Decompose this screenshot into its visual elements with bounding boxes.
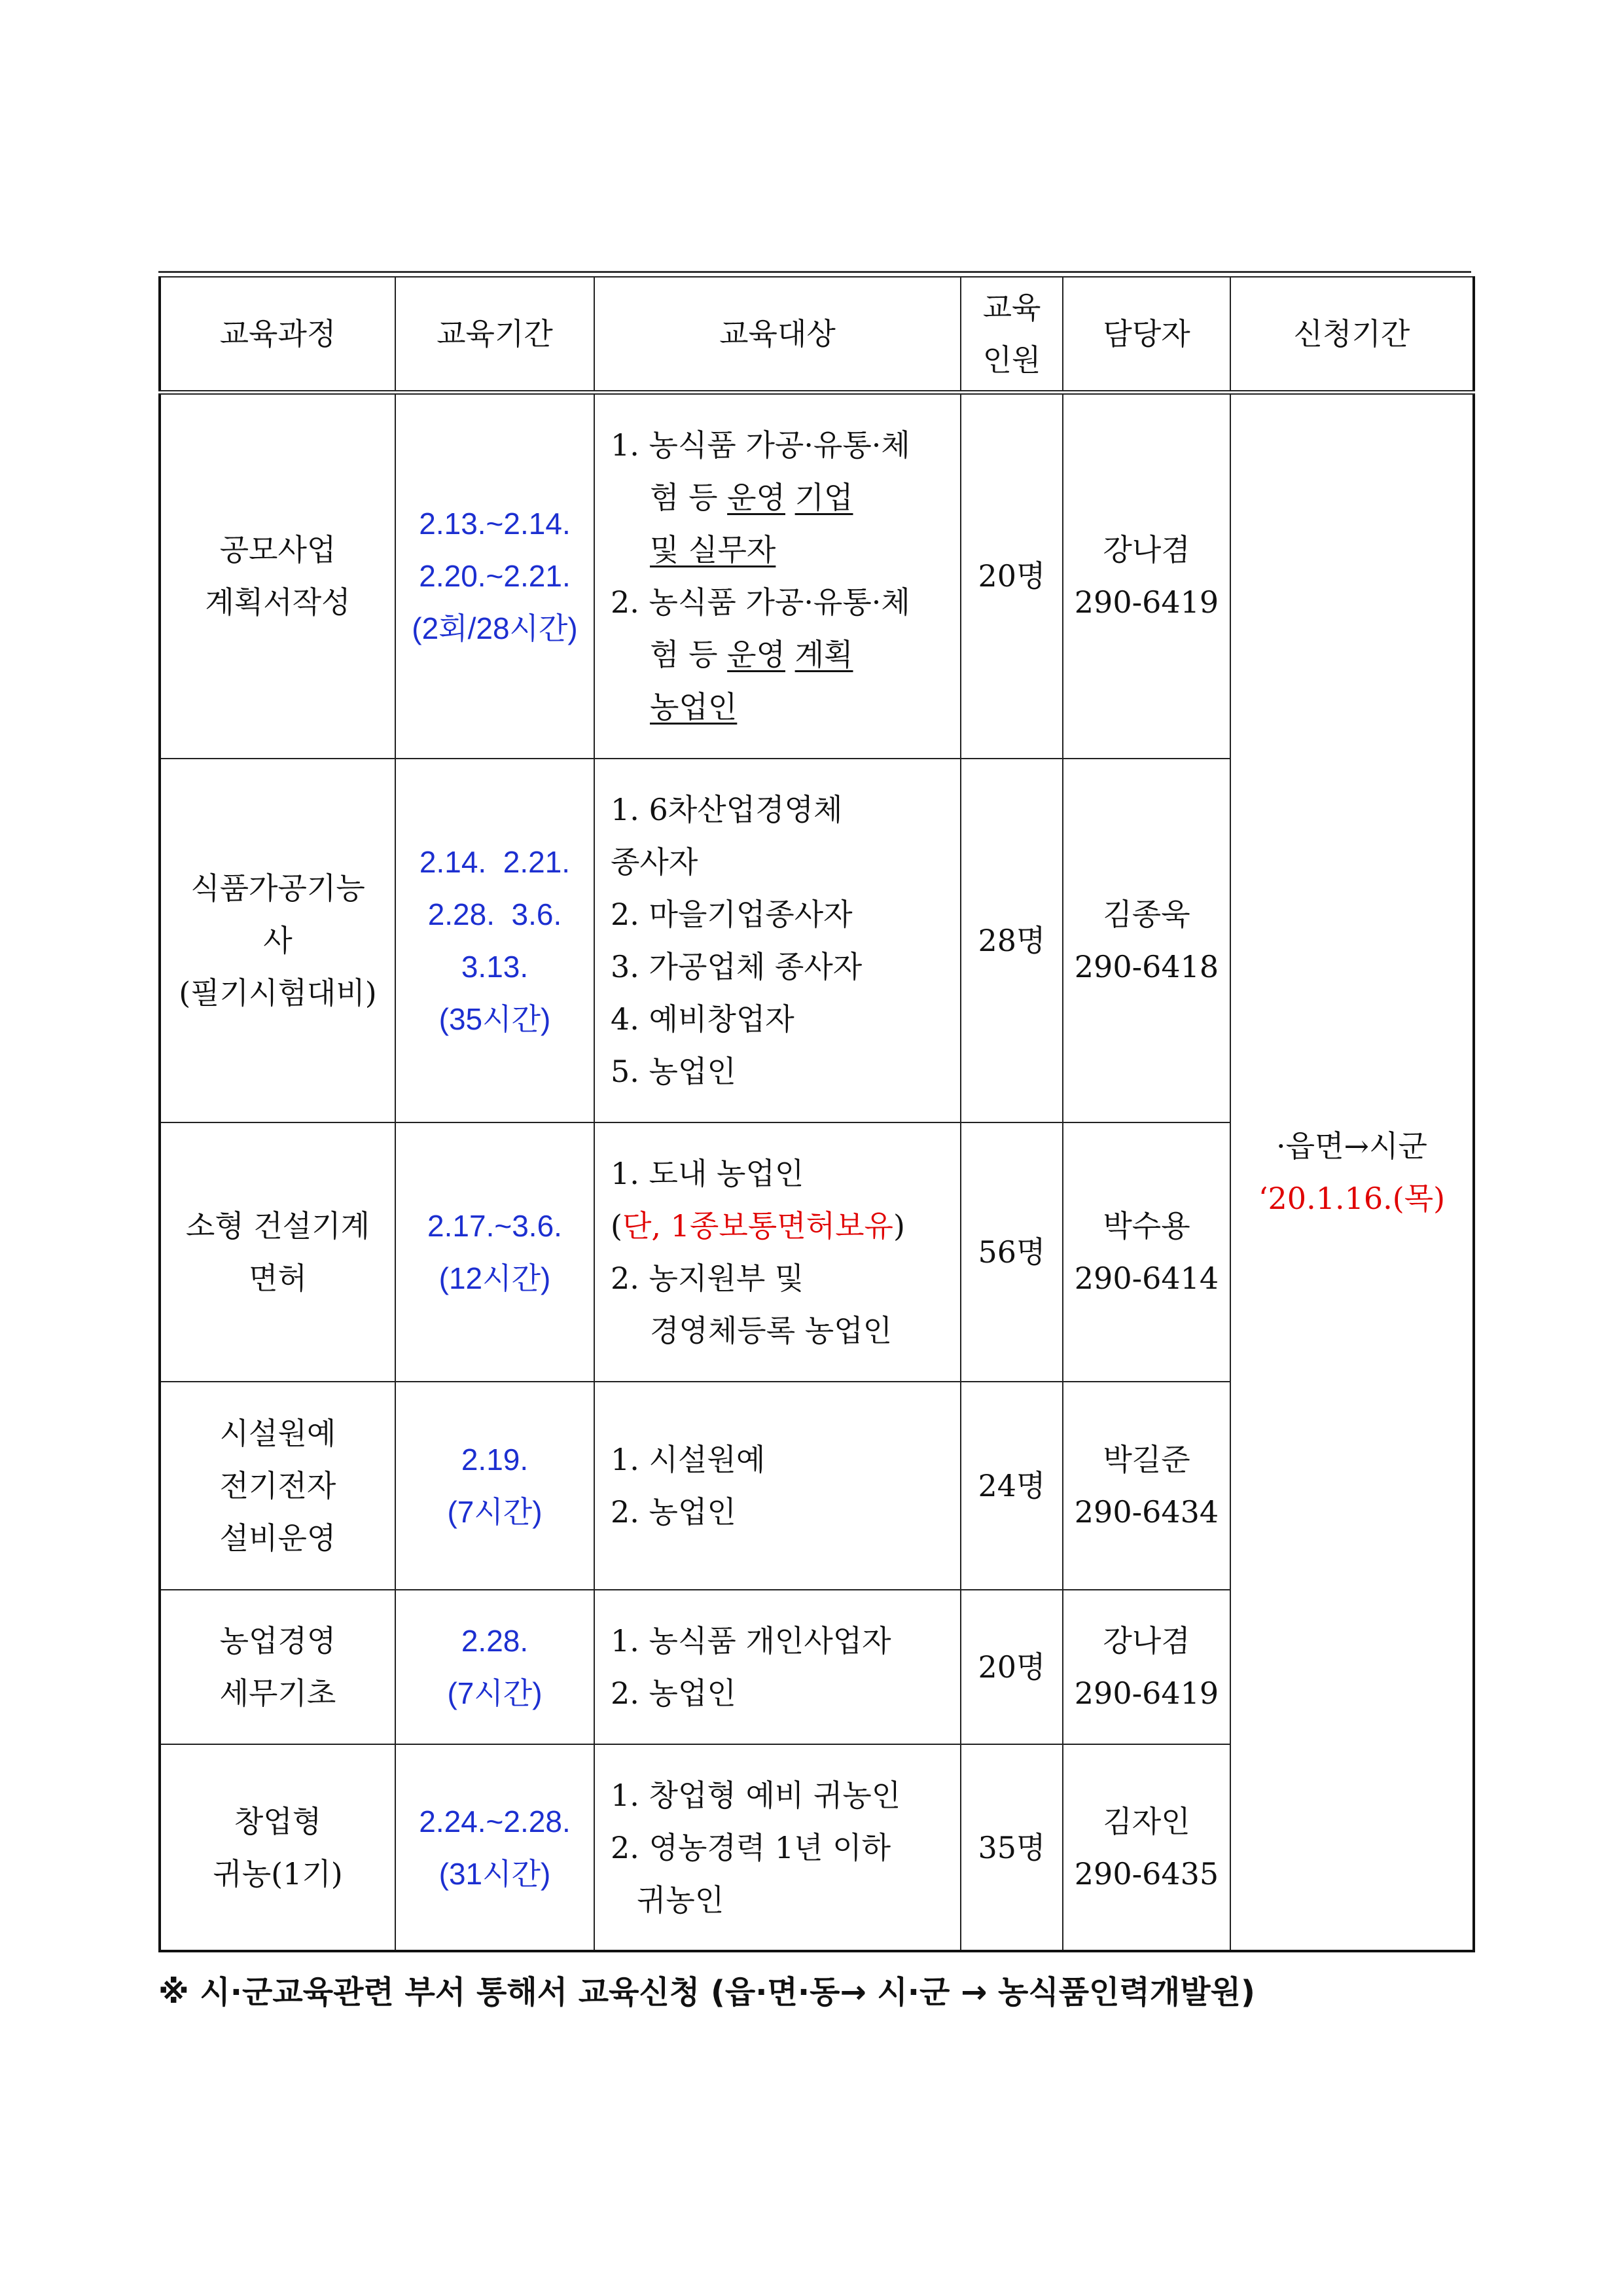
target-line: 1. 농식품 가공·유통·체 — [611, 427, 910, 463]
period-line: (2회/28시간) — [412, 611, 578, 646]
header-apply: 신청기간 — [1230, 277, 1474, 392]
target-line — [611, 1200, 948, 1252]
target-line — [611, 471, 948, 524]
target-word: 험 — [650, 637, 679, 673]
target-word: 계획 — [794, 637, 853, 673]
target-line: 1. 창업형 예비 귀농인 — [611, 1777, 901, 1813]
manager-phone: 290-6419 — [1074, 584, 1219, 620]
manager-cell — [1063, 1382, 1230, 1590]
target-cell — [594, 1382, 961, 1590]
target-line: 종사자 — [611, 844, 698, 880]
period-cell — [395, 392, 594, 759]
target-word: 등 — [688, 637, 718, 673]
period-line: 2.28. 3.6. — [427, 897, 562, 931]
period-line: (31시간) — [438, 1856, 551, 1891]
manager-cell — [1063, 392, 1230, 759]
header-count-line: 인원 — [982, 342, 1041, 378]
target-line: 2. 농업인 — [611, 1676, 736, 1711]
target-cell — [594, 392, 961, 759]
target-line: 2. 농식품 가공·유통·체 — [611, 584, 910, 620]
education-schedule-table — [158, 276, 1475, 1952]
period-line: 2.28. — [461, 1624, 529, 1658]
target-line: 2. 마을기업종사자 — [611, 897, 853, 932]
manager-name: 김종욱 — [1103, 897, 1190, 932]
target-paren: ( — [611, 1208, 622, 1244]
target-line — [611, 628, 948, 681]
target-cell — [594, 1744, 961, 1951]
target-line: 2. 농지원부 및 — [611, 1261, 804, 1296]
course-line: (필기시험대비) — [179, 975, 377, 1011]
apply-date: ‘20.1.16.(목) — [1258, 1180, 1446, 1216]
target-line: 4. 예비창업자 — [611, 1001, 794, 1037]
course-line: 전기전자 — [219, 1468, 336, 1503]
course-line: 공모사업 — [219, 532, 336, 568]
manager-phone: 290-6435 — [1074, 1856, 1219, 1892]
manager-name: 박길준 — [1103, 1442, 1190, 1477]
manager-cell — [1063, 1744, 1230, 1951]
count-cell: 20명 — [961, 1590, 1063, 1744]
period-line: 2.20.~2.21. — [419, 559, 571, 594]
period-line: 2.17.~3.6. — [427, 1209, 562, 1243]
apply-period-cell — [1230, 392, 1474, 1951]
course-line: 귀농(1기) — [213, 1856, 343, 1892]
course-line: 식품가공기능 — [190, 870, 365, 906]
header-course: 교육과정 — [160, 277, 395, 392]
course-cell — [160, 1382, 395, 1590]
target-line: 1. 도내 농업인 — [611, 1156, 804, 1191]
course-line: 창업형 — [234, 1803, 322, 1839]
manager-cell — [1063, 1590, 1230, 1744]
count-cell: 28명 — [961, 759, 1063, 1122]
header-count — [961, 277, 1063, 392]
target-word: 운영 — [727, 480, 785, 516]
course-cell — [160, 1590, 395, 1744]
target-line: 1. 시설원예 — [611, 1442, 766, 1477]
target-word: 농업인 — [650, 689, 738, 725]
header-count-line: 교육 — [982, 289, 1041, 325]
apply-line: ·읍면→시군 — [1276, 1128, 1427, 1164]
course-cell — [160, 1744, 395, 1951]
period-line: (7시간) — [447, 1676, 543, 1710]
license-requirement: 단, 1종보통면허보유 — [622, 1208, 893, 1244]
course-line: 세무기초 — [219, 1676, 336, 1711]
target-word: 등 — [688, 480, 718, 516]
manager-name: 강나겸 — [1103, 532, 1190, 568]
course-cell — [160, 1122, 395, 1382]
target-line: 경영체등록 농업인 — [650, 1313, 893, 1348]
manager-cell — [1063, 759, 1230, 1122]
manager-phone: 290-6434 — [1074, 1494, 1219, 1530]
manager-cell — [1063, 1122, 1230, 1382]
target-word: 및 실무자 — [650, 532, 776, 568]
course-cell — [160, 759, 395, 1122]
course-line: 계획서작성 — [205, 584, 351, 620]
target-cell — [594, 759, 961, 1122]
count-cell: 24명 — [961, 1382, 1063, 1590]
period-cell — [395, 1122, 594, 1382]
target-line: 귀농인 — [637, 1882, 724, 1918]
period-line: 2.13.~2.14. — [419, 507, 571, 541]
manager-name: 박수용 — [1103, 1208, 1190, 1244]
period-line: (35시간) — [438, 1002, 551, 1036]
table-row — [160, 392, 1474, 759]
target-line: 2. 농업인 — [611, 1494, 736, 1530]
period-line: 2.19. — [461, 1443, 529, 1477]
header-period: 교육기간 — [395, 277, 594, 392]
header-row — [160, 277, 1474, 392]
course-line: 시설원예 — [219, 1416, 336, 1451]
count-cell: 56명 — [961, 1122, 1063, 1382]
target-line — [611, 681, 948, 733]
manager-name: 강나겸 — [1103, 1623, 1190, 1659]
period-line: (7시간) — [447, 1495, 543, 1529]
target-word: 기업 — [794, 480, 853, 516]
target-line: 1. 농식품 개인사업자 — [611, 1623, 891, 1659]
header-target: 교육대상 — [594, 277, 961, 392]
manager-phone: 290-6418 — [1074, 949, 1219, 984]
target-line: 2. 영농경력 1년 이하 — [611, 1829, 891, 1865]
period-cell — [395, 1590, 594, 1744]
period-line: 2.24.~2.28. — [419, 1804, 571, 1839]
course-line: 사 — [263, 923, 293, 958]
target-word: 운영 — [727, 637, 785, 673]
period-line: 3.13. — [461, 950, 529, 984]
target-line: 1. 6차산업경영체 — [611, 792, 843, 827]
course-line: 면허 — [249, 1261, 307, 1296]
target-cell — [594, 1590, 961, 1744]
course-line: 소형 건설기계 — [185, 1208, 370, 1244]
count-cell: 20명 — [961, 392, 1063, 759]
period-cell — [395, 759, 594, 1122]
period-line: 2.14. 2.21. — [419, 845, 571, 879]
application-note: ※ 시·군교육관련 부서 통해서 교육신청 (읍·면·동→ 시·군 → 농식품인력개발원) — [158, 1974, 1255, 2011]
header-manager: 담당자 — [1063, 277, 1230, 392]
target-line: 5. 농업인 — [611, 1054, 736, 1089]
target-cell — [594, 1122, 961, 1382]
top-rule — [158, 271, 1471, 273]
course-cell — [160, 392, 395, 759]
course-line: 설비운영 — [219, 1520, 336, 1556]
target-paren: ) — [893, 1208, 905, 1244]
target-word: 험 — [650, 480, 679, 516]
target-line — [611, 524, 948, 576]
manager-phone: 290-6419 — [1074, 1676, 1219, 1711]
manager-name: 김자인 — [1103, 1803, 1190, 1839]
target-line: 3. 가공업체 종사자 — [611, 949, 863, 984]
manager-phone: 290-6414 — [1074, 1261, 1219, 1296]
count-cell: 35명 — [961, 1744, 1063, 1951]
period-cell — [395, 1744, 594, 1951]
course-line: 농업경영 — [219, 1623, 336, 1659]
period-cell — [395, 1382, 594, 1590]
period-line: (12시간) — [438, 1261, 551, 1295]
